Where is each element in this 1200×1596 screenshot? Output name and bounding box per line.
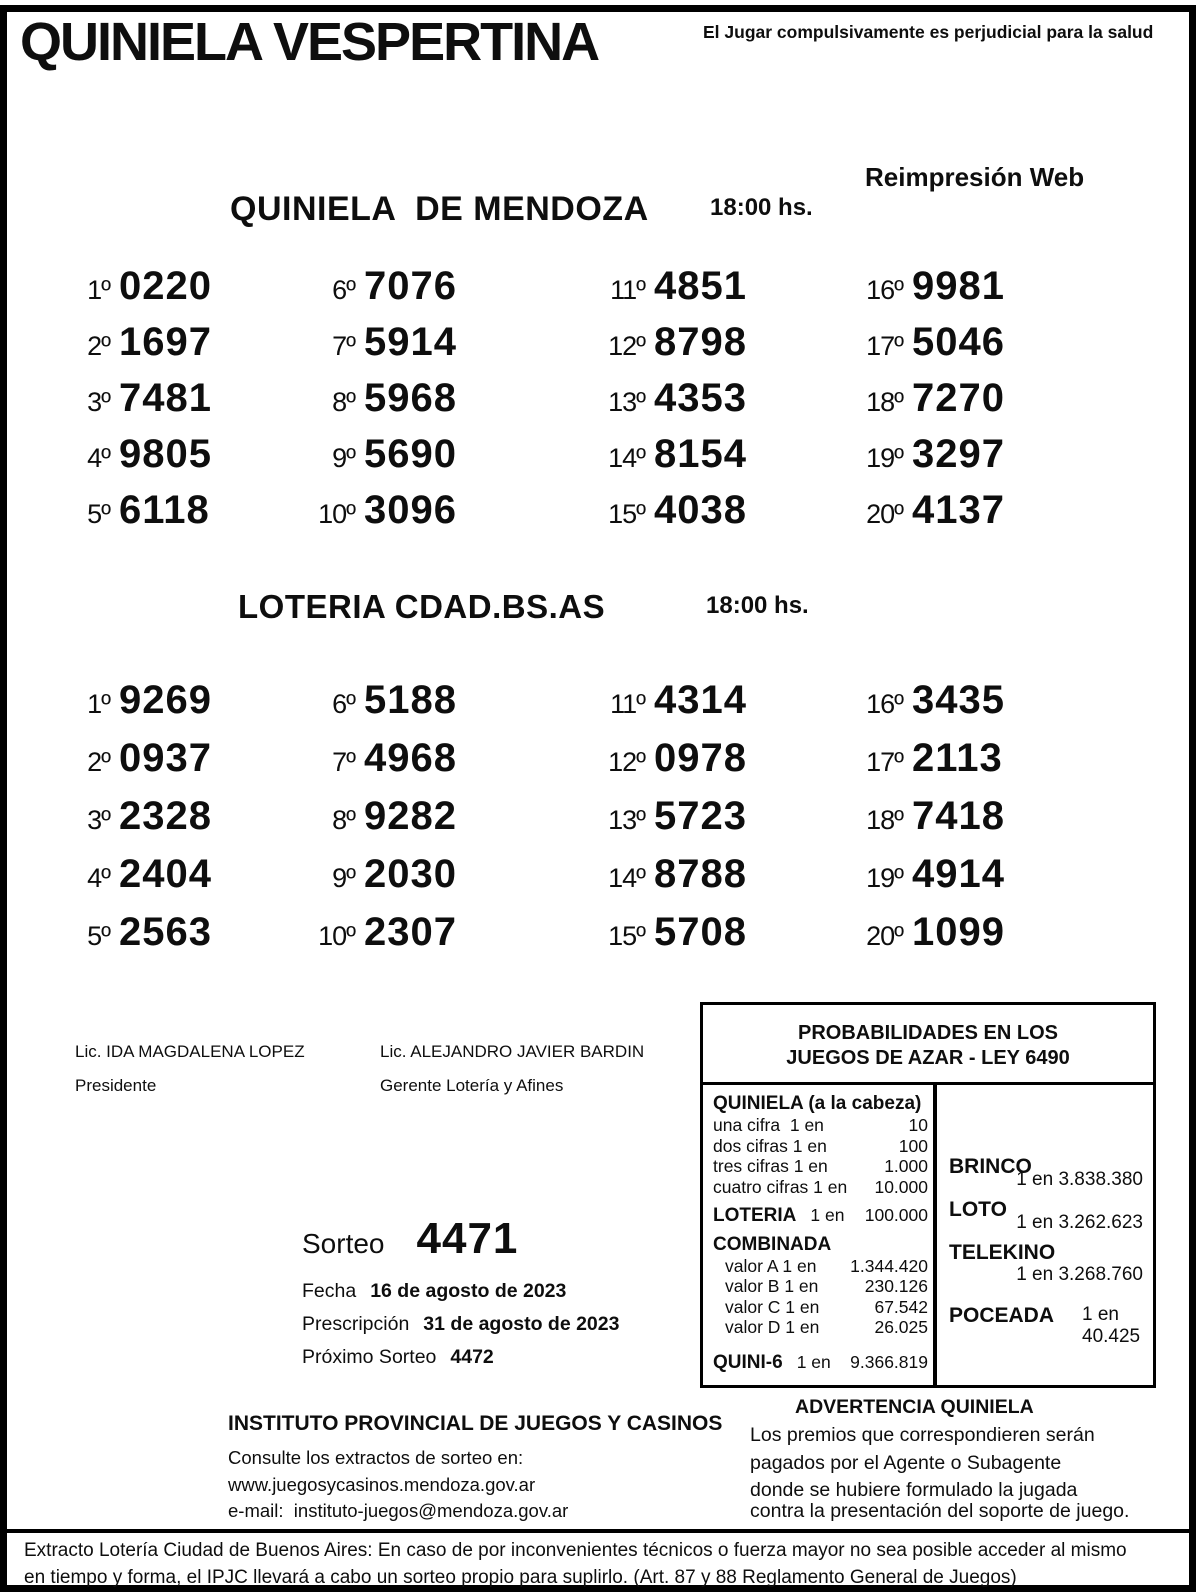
- odds-row: [713, 1177, 928, 1198]
- combinada-heading: COMBINADA: [713, 1233, 832, 1255]
- draw-position: 6º: [332, 689, 355, 719]
- draw-number: 2328: [119, 794, 212, 838]
- draw-result: [587, 490, 845, 546]
- draw-position: 17º: [866, 331, 903, 361]
- draw-position: 14º: [608, 443, 645, 473]
- draw-position: 1º: [87, 275, 110, 305]
- draw-result: [845, 680, 1112, 738]
- draw-result: [297, 322, 587, 378]
- draw-result: [845, 854, 1112, 912]
- draw-position: 12º: [608, 331, 645, 361]
- signature-president-role: Presidente: [75, 1076, 157, 1095]
- prescripcion-label: Prescripción: [302, 1313, 410, 1335]
- draw-result: [587, 912, 845, 970]
- probabilities-title-line1: PROBABILIDADES EN LOS: [797, 1022, 1059, 1044]
- odds-value: 230.126: [864, 1276, 928, 1296]
- quiniela-heading: QUINIELA (a la cabeza): [713, 1093, 922, 1114]
- odds-value: 10.000: [874, 1176, 928, 1197]
- draw-number: 9282: [364, 794, 457, 838]
- odds-row: [713, 1156, 928, 1177]
- draw-position: 5º: [87, 921, 110, 951]
- draw-position: 6º: [332, 275, 355, 305]
- draw-number: 5968: [364, 376, 457, 420]
- draw-result: [297, 434, 587, 490]
- odds-row: [713, 1317, 928, 1338]
- draw-number: 9805: [119, 432, 212, 476]
- draw-number: 2113: [912, 736, 1003, 780]
- draw-number: 8154: [654, 432, 747, 476]
- draw-number: 5046: [912, 320, 1005, 364]
- game-odds: 1 en 3.262.623: [1016, 1212, 1143, 1233]
- sorteo-label: Sorteo: [302, 1228, 385, 1259]
- proximo-sorteo-row: [302, 1346, 494, 1369]
- odds-row: [713, 1297, 928, 1318]
- page-title: QUINIELA VESPERTINA: [20, 12, 599, 72]
- mendoza-draw-time: 18:00 hs.: [710, 194, 813, 221]
- draw-number: 2307: [364, 910, 457, 954]
- draw-number: 9269: [119, 678, 212, 722]
- draw-result: [297, 490, 587, 546]
- draw-position: 9º: [332, 863, 355, 893]
- draw-number: 8788: [654, 852, 747, 896]
- draw-position: 1º: [87, 689, 110, 719]
- probabilities-box: [700, 1002, 1156, 1388]
- draw-result: [52, 378, 297, 434]
- draw-result: [587, 434, 845, 490]
- draw-number: 4851: [654, 264, 747, 308]
- draw-position: 8º: [332, 387, 355, 417]
- draw-result: [52, 738, 297, 796]
- odds-label: dos cifras 1 en: [713, 1135, 827, 1156]
- draw-position: 13º: [608, 805, 645, 835]
- draw-position: 7º: [332, 747, 355, 777]
- fecha-label: Fecha: [302, 1280, 357, 1302]
- draw-position: 20º: [866, 921, 903, 951]
- health-warning: El Jugar compulsivamente es perjudicial para la salud: [703, 22, 1154, 42]
- odds-value: 100: [898, 1135, 928, 1156]
- odds-row: [713, 1115, 928, 1136]
- draw-number: 8798: [654, 320, 747, 364]
- draw-position: 16º: [866, 689, 903, 719]
- draw-position: 10º: [318, 921, 355, 951]
- draw-result: [52, 490, 297, 546]
- draw-result: [587, 738, 845, 796]
- loteria-mid: 1 en: [810, 1205, 845, 1225]
- draw-position: 4º: [87, 443, 110, 473]
- draw-number: 9981: [912, 264, 1005, 308]
- draw-position: 8º: [332, 805, 355, 835]
- sorteo-number: 4471: [416, 1214, 519, 1263]
- odds-label: valor C 1 en: [725, 1296, 820, 1317]
- draw-result: [297, 912, 587, 970]
- prescripcion-row: [302, 1313, 619, 1336]
- game-name: LOTO: [949, 1198, 1007, 1221]
- draw-number: 5188: [364, 678, 457, 722]
- draw-position: 15º: [608, 499, 645, 529]
- signature-manager-name: Lic. ALEJANDRO JAVIER BARDIN: [380, 1042, 645, 1061]
- probabilities-title-line2: JUEGOS DE AZAR - LEY 6490: [786, 1047, 1070, 1069]
- institute-name: INSTITUTO PROVINCIAL DE JUEGOS Y CASINOS: [228, 1412, 723, 1435]
- game-name: BRINCO: [949, 1155, 1032, 1178]
- footer-divider: [7, 1529, 1189, 1533]
- odds-row: [713, 1256, 928, 1277]
- proximo-sorteo-label: Próximo Sorteo: [302, 1346, 437, 1368]
- draw-number: 3297: [912, 432, 1005, 476]
- game-odds: 1 en 40.425: [1082, 1304, 1141, 1347]
- odds-row: [713, 1276, 928, 1297]
- draw-result: [297, 378, 587, 434]
- draw-result: [52, 266, 297, 322]
- probabilities-box-title: [703, 1005, 1153, 1085]
- draw-result: [297, 266, 587, 322]
- draw-result: [845, 378, 1112, 434]
- game-odds-telekino: [949, 1241, 1143, 1286]
- quini6-label: QUINI-6: [713, 1351, 783, 1373]
- draw-position: 9º: [332, 443, 355, 473]
- quini6-odds-row: [713, 1352, 928, 1374]
- advertencia-line: donde se hubiere formulado la jugada: [750, 1479, 1078, 1501]
- draw-result: [52, 434, 297, 490]
- draw-result: [587, 322, 845, 378]
- draw-position: 13º: [608, 387, 645, 417]
- draw-result: [845, 434, 1112, 490]
- bsas-results-grid: [52, 680, 1112, 970]
- odds-value: 10: [908, 1115, 928, 1135]
- advertencia-line: pagados por el Agente o Subagente: [750, 1452, 1062, 1474]
- draw-number: 4914: [912, 852, 1005, 896]
- game-odds: 1 en 3.838.380: [1016, 1169, 1143, 1190]
- draw-number: 6118: [119, 488, 210, 532]
- odds-label: tres cifras 1 en: [713, 1156, 828, 1176]
- draw-position: 14º: [608, 863, 645, 893]
- game-name: POCEADA: [949, 1304, 1055, 1327]
- odds-value: 1.344.420: [850, 1255, 928, 1276]
- draw-position: 11º: [610, 275, 645, 305]
- draw-position: 16º: [866, 275, 903, 305]
- draw-position: 4º: [87, 863, 110, 893]
- draw-result: [52, 680, 297, 738]
- draw-number: 1099: [912, 910, 1005, 954]
- draw-number: 2030: [364, 852, 457, 896]
- draw-number: 0937: [119, 736, 212, 780]
- draw-result: [297, 738, 587, 796]
- draw-position: 17º: [866, 747, 903, 777]
- proximo-sorteo-value: 4472: [450, 1346, 494, 1368]
- bsas-draw-time: 18:00 hs.: [706, 592, 809, 619]
- draw-number: 2563: [119, 910, 212, 954]
- odds-label: valor A 1 en: [725, 1255, 817, 1276]
- advertencia-line: contra la presentación del soporte de juego.: [750, 1500, 1130, 1522]
- game-odds-brinco: [949, 1155, 1143, 1191]
- draw-number: 7270: [912, 376, 1005, 420]
- odds-value: 1.000: [884, 1156, 928, 1176]
- draw-number: 0978: [654, 736, 747, 780]
- draw-position: 2º: [87, 331, 110, 361]
- reprint-web-label: Reimpresión Web: [865, 162, 1085, 192]
- draw-result: [297, 680, 587, 738]
- draw-number: 4137: [912, 488, 1005, 532]
- draw-result: [845, 912, 1112, 970]
- draw-result: [297, 854, 587, 912]
- loteria-odds-row: [713, 1205, 928, 1227]
- institute-website: www.juegosycasinos.mendoza.gov.ar: [228, 1474, 536, 1495]
- draw-number: 5723: [654, 794, 747, 838]
- signature-manager-role: Gerente Lotería y Afines: [380, 1076, 564, 1095]
- draw-position: 5º: [87, 499, 110, 529]
- quini6-value: 9.366.819: [850, 1351, 928, 1372]
- draw-result: [587, 266, 845, 322]
- draw-result: [52, 796, 297, 854]
- draw-number: 5708: [654, 910, 747, 954]
- odds-row: [713, 1136, 928, 1157]
- mendoza-draw-title: QUINIELA DE MENDOZA: [230, 190, 649, 228]
- odds-label: cuatro cifras 1 en: [713, 1176, 848, 1197]
- draw-position: 18º: [866, 387, 903, 417]
- draw-result: [845, 796, 1112, 854]
- probabilities-right-column: [937, 1085, 1153, 1385]
- draw-position: 11º: [610, 689, 645, 719]
- draw-position: 18º: [866, 805, 903, 835]
- draw-result: [587, 378, 845, 434]
- draw-result: [845, 322, 1112, 378]
- draw-number: 3435: [912, 678, 1005, 722]
- loteria-value: 100.000: [864, 1205, 928, 1225]
- advertencia-title: ADVERTENCIA QUINIELA: [795, 1396, 1034, 1418]
- draw-position: 10º: [318, 499, 355, 529]
- bsas-draw-title: LOTERIA CDAD.BS.AS: [238, 588, 606, 625]
- game-odds-poceada: [949, 1304, 1143, 1348]
- draw-position: 15º: [608, 921, 645, 951]
- draw-result: [587, 680, 845, 738]
- draw-position: 20º: [866, 499, 903, 529]
- draw-position: 7º: [332, 331, 355, 361]
- game-odds-loto: [949, 1198, 1143, 1234]
- draw-result: [587, 796, 845, 854]
- draw-position: 2º: [87, 747, 110, 777]
- odds-value: 67.542: [874, 1296, 928, 1317]
- draw-number: 0220: [119, 264, 212, 308]
- draw-position: 19º: [866, 443, 903, 473]
- draw-position: 3º: [87, 387, 110, 417]
- footer-note: Extracto Lotería Ciudad de Buenos Aires: En caso de por inconvenientes técnicos o fuerza mayor no sea posible acceder al mismo en tiempo y forma, el IPJC llevará a cabo un sorteo propio para suplirlo. (Art. 87 y 88 Reglamento General de Juegos): [24, 1540, 1127, 1588]
- draw-result: [587, 854, 845, 912]
- draw-position: 12º: [608, 747, 645, 777]
- prescripcion-value: 31 de agosto de 2023: [423, 1313, 620, 1335]
- mendoza-results-grid: [52, 266, 1112, 546]
- draw-number: 3096: [364, 488, 457, 532]
- draw-result: [845, 490, 1112, 546]
- draw-number: 2404: [119, 852, 212, 896]
- draw-position: 19º: [866, 863, 903, 893]
- odds-label: valor D 1 en: [725, 1317, 820, 1337]
- quini6-mid: 1 en: [796, 1351, 831, 1372]
- draw-position: 3º: [87, 805, 110, 835]
- draw-number: 4968: [364, 736, 457, 780]
- draw-result: [845, 738, 1112, 796]
- draw-number: 1697: [119, 320, 212, 364]
- draw-result: [52, 854, 297, 912]
- draw-result: [845, 266, 1112, 322]
- draw-result: [297, 796, 587, 854]
- draw-result: [52, 322, 297, 378]
- draw-number: 7076: [364, 264, 457, 308]
- game-name: TELEKINO: [949, 1241, 1056, 1264]
- institute-intro: Consulte los extractos de sorteo en:: [228, 1447, 524, 1468]
- odds-label: valor B 1 en: [725, 1276, 819, 1296]
- draw-result: [52, 912, 297, 970]
- institute-email: e-mail: instituto-juegos@mendoza.gov.ar: [228, 1500, 569, 1521]
- advertencia-line: Los premios que correspondieren serán: [750, 1424, 1095, 1446]
- probabilities-left-column: [703, 1085, 933, 1385]
- draw-number: 5914: [364, 320, 457, 364]
- fecha-row: [302, 1280, 566, 1303]
- draw-number: 4314: [654, 678, 747, 722]
- fecha-value: 16 de agosto de 2023: [370, 1280, 567, 1302]
- draw-number: 4038: [654, 488, 747, 532]
- draw-number: 5690: [364, 432, 457, 476]
- loteria-label: LOTERIA: [713, 1205, 797, 1226]
- sorteo-row: [302, 1214, 518, 1264]
- draw-number: 4353: [654, 376, 747, 420]
- draw-number: 7481: [119, 376, 212, 420]
- game-odds: 1 en 3.268.760: [1016, 1264, 1143, 1285]
- signature-president-name: Lic. IDA MAGDALENA LOPEZ: [75, 1042, 305, 1061]
- odds-value: 26.025: [874, 1317, 928, 1337]
- odds-label: una cifra 1 en: [713, 1115, 824, 1135]
- draw-number: 7418: [912, 794, 1005, 838]
